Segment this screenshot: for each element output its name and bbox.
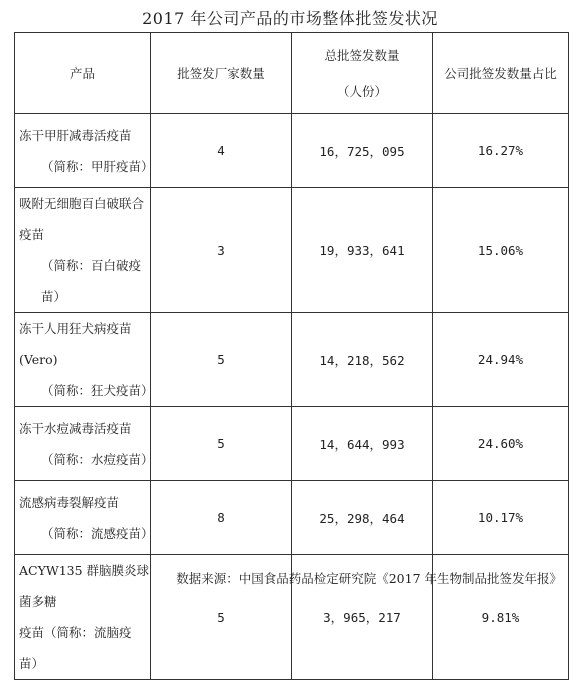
total-count: 16，725，095 (292, 114, 433, 188)
manufacturer-count: 8 (151, 481, 292, 555)
total-count: 14，218，562 (292, 313, 433, 407)
share-value: 9.81% (433, 555, 569, 680)
product-name: 冻干水痘减毒活疫苗 (19, 420, 132, 436)
product-name: 冻干甲肝减毒活疫苗 (19, 127, 132, 143)
manufacturer-count: 4 (151, 114, 292, 188)
header-total-unit: （人份） (336, 84, 387, 99)
product-cell (15, 188, 151, 313)
product-abbr: （简称：百白破疫苗） (41, 258, 142, 304)
manufacturer-count: 3 (151, 188, 292, 313)
table-row (15, 114, 569, 188)
product-cell (15, 114, 154, 188)
product-abbr: （简称：甲肝疫苗） (41, 158, 154, 174)
share-value: 24.60% (433, 407, 569, 481)
table-row (15, 407, 569, 481)
share-value: 15.06% (433, 188, 569, 313)
header-row (15, 33, 569, 114)
manufacturer-count: 5 (151, 555, 292, 680)
product-name: ACYW135 群脑膜炎球菌多糖 (19, 563, 150, 609)
product-abbr: （简称：流感疫苗） (41, 525, 154, 541)
product-abbr: （简称：狂犬疫苗） (41, 383, 154, 398)
header-total-label: 总批签发数量 (324, 48, 400, 63)
header-product: 产品 (15, 33, 151, 114)
manufacturer-count: 5 (151, 313, 292, 407)
product-cell (15, 407, 154, 481)
table-row (15, 313, 569, 407)
total-count: 3，965，217 (292, 555, 433, 680)
data-source: 数据来源：中国食品药品检定研究院《2017 年生物制品批签发年报》 (176, 571, 562, 586)
table-row (15, 481, 569, 555)
product-cell (15, 313, 154, 407)
total-count: 25，298，464 (292, 481, 433, 555)
table-title: 2017 年公司产品的市场整体批签发状况 (142, 9, 438, 28)
share-value: 10.17% (433, 481, 569, 555)
share-value: 16.27% (433, 114, 569, 188)
product-abbr: （简称：水痘疫苗） (41, 451, 154, 467)
header-share: 公司批签发数量占比 (433, 33, 569, 114)
product-cell (15, 555, 151, 680)
product-name: 吸附无细胞百白破联合疫苗 (19, 196, 145, 242)
product-abbr: 疫苗（简称：流脑疫苗） (19, 625, 132, 671)
product-name: 冻干人用狂犬病疫苗(Vero) (19, 321, 132, 367)
header-total (292, 33, 433, 114)
product-cell (15, 481, 154, 555)
manufacturer-count: 5 (151, 407, 292, 481)
total-count: 19，933，641 (292, 188, 433, 313)
total-count: 14，644，993 (292, 407, 433, 481)
share-value: 24.94% (433, 313, 569, 407)
header-manufacturers: 批签发厂家数量 (151, 33, 292, 114)
table-row (15, 188, 569, 313)
product-name: 流感病毒裂解疫苗 (19, 494, 120, 510)
